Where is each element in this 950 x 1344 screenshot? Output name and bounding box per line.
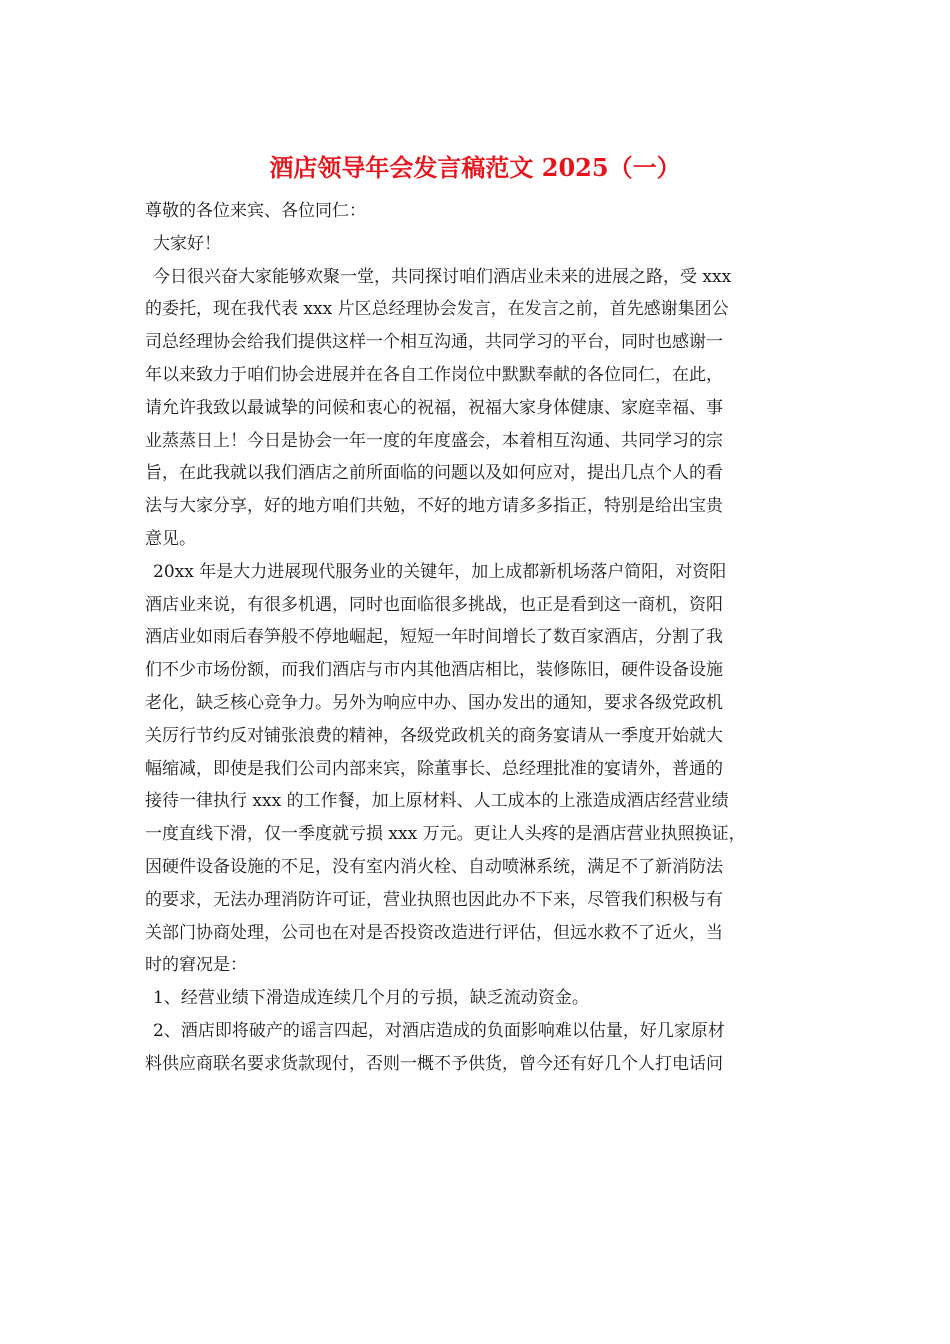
- text-line: 法与大家分享，好的地方咱们共勉，不好的地方请多多指正，特别是给出宝贵: [145, 496, 723, 517]
- text-line: 的要求，无法办理消防许可证，营业执照也因此办不下来，尽管我们积极与有: [145, 889, 723, 910]
- text-line: 因硬件设备设施的不足，没有室内消火栓、自动喷淋系统，满足不了新消防法: [145, 856, 723, 877]
- text-line: 时的窘况是：: [145, 955, 247, 976]
- text-line: 司总经理协会给我们提供这样一个相互沟通，共同学习的平台，同时也感谢一: [145, 332, 723, 353]
- text-line: 1、经营业绩下滑造成连续几个月的亏损，缺乏流动资金。: [153, 988, 589, 1009]
- text-line: 关部门协商处理，公司也在对是否投资改造进行评估，但远水救不了近火，当: [145, 922, 723, 943]
- text-line: 们不少市场份额，而我们酒店与市内其他酒店相比，装修陈旧，硬件设备设施: [145, 660, 723, 681]
- text-line: 旨，在此我就以我们酒店之前所面临的问题以及如何应对，提出几点个人的看: [145, 463, 723, 484]
- text-line: 关厉行节约反对铺张浪费的精神，各级党政机关的商务宴请从一季度开始就大: [145, 725, 723, 746]
- text-line: 意见。: [145, 528, 196, 549]
- document-body: [145, 195, 805, 1081]
- text-line: 一度直线下滑，仅一季度就亏损 xxx 万元。更让人头疼的是酒店营业执照换证，: [145, 824, 746, 845]
- document-title: 酒店领导年会发言稿范文 2025（一）: [269, 153, 681, 182]
- text-line: 料供应商联名要求货款现付，否则一概不予供货，曾今还有好几个人打电话问: [145, 1053, 723, 1074]
- text-line: 的委托，现在我代表 xxx 片区总经理协会发言，在发言之前，首先感谢集团公: [145, 299, 729, 320]
- text-line: 老化，缺乏核心竞争力。另外为响应中办、国办发出的通知，要求各级党政机: [145, 692, 723, 713]
- text-line: 请允许我致以最诚挚的问候和衷心的祝福，祝福大家身体健康、家庭幸福、事: [145, 397, 723, 418]
- text-line: 20xx 年是大力进展现代服务业的关键年，加上成都新机场落户简阳，对资阳: [153, 561, 727, 582]
- text-line: 大家好！: [153, 233, 221, 254]
- text-line: 业蒸蒸日上！今日是协会一年一度的年度盛会，本着相互沟通、共同学习的宗: [145, 430, 723, 451]
- text-line: 酒店业如雨后春笋般不停地崛起，短短一年时间增长了数百家酒店，分割了我: [145, 627, 723, 648]
- text-line: 2、酒店即将破产的谣言四起，对酒店造成的负面影响难以估量，好几家原材: [153, 1020, 725, 1041]
- text-line: 酒店业来说，有很多机遇，同时也面临很多挑战，也正是看到这一商机，资阳: [145, 594, 723, 615]
- text-line: 今日很兴奋大家能够欢聚一堂，共同探讨咱们酒店业未来的进展之路，受 xxx: [153, 266, 732, 287]
- text-line: 幅缩减，即使是我们公司内部来宾，除董事长、总经理批准的宴请外，普通的: [145, 758, 723, 779]
- text-line: 尊敬的各位来宾、各位同仁：: [145, 201, 366, 221]
- text-line: 接待一律执行 xxx 的工作餐，加上原材料、人工成本的上涨造成酒店经营业绩: [145, 791, 729, 812]
- text-line: 年以来致力于咱们协会进展并在各自工作岗位中默默奉献的各位同仁，在此，: [145, 364, 723, 385]
